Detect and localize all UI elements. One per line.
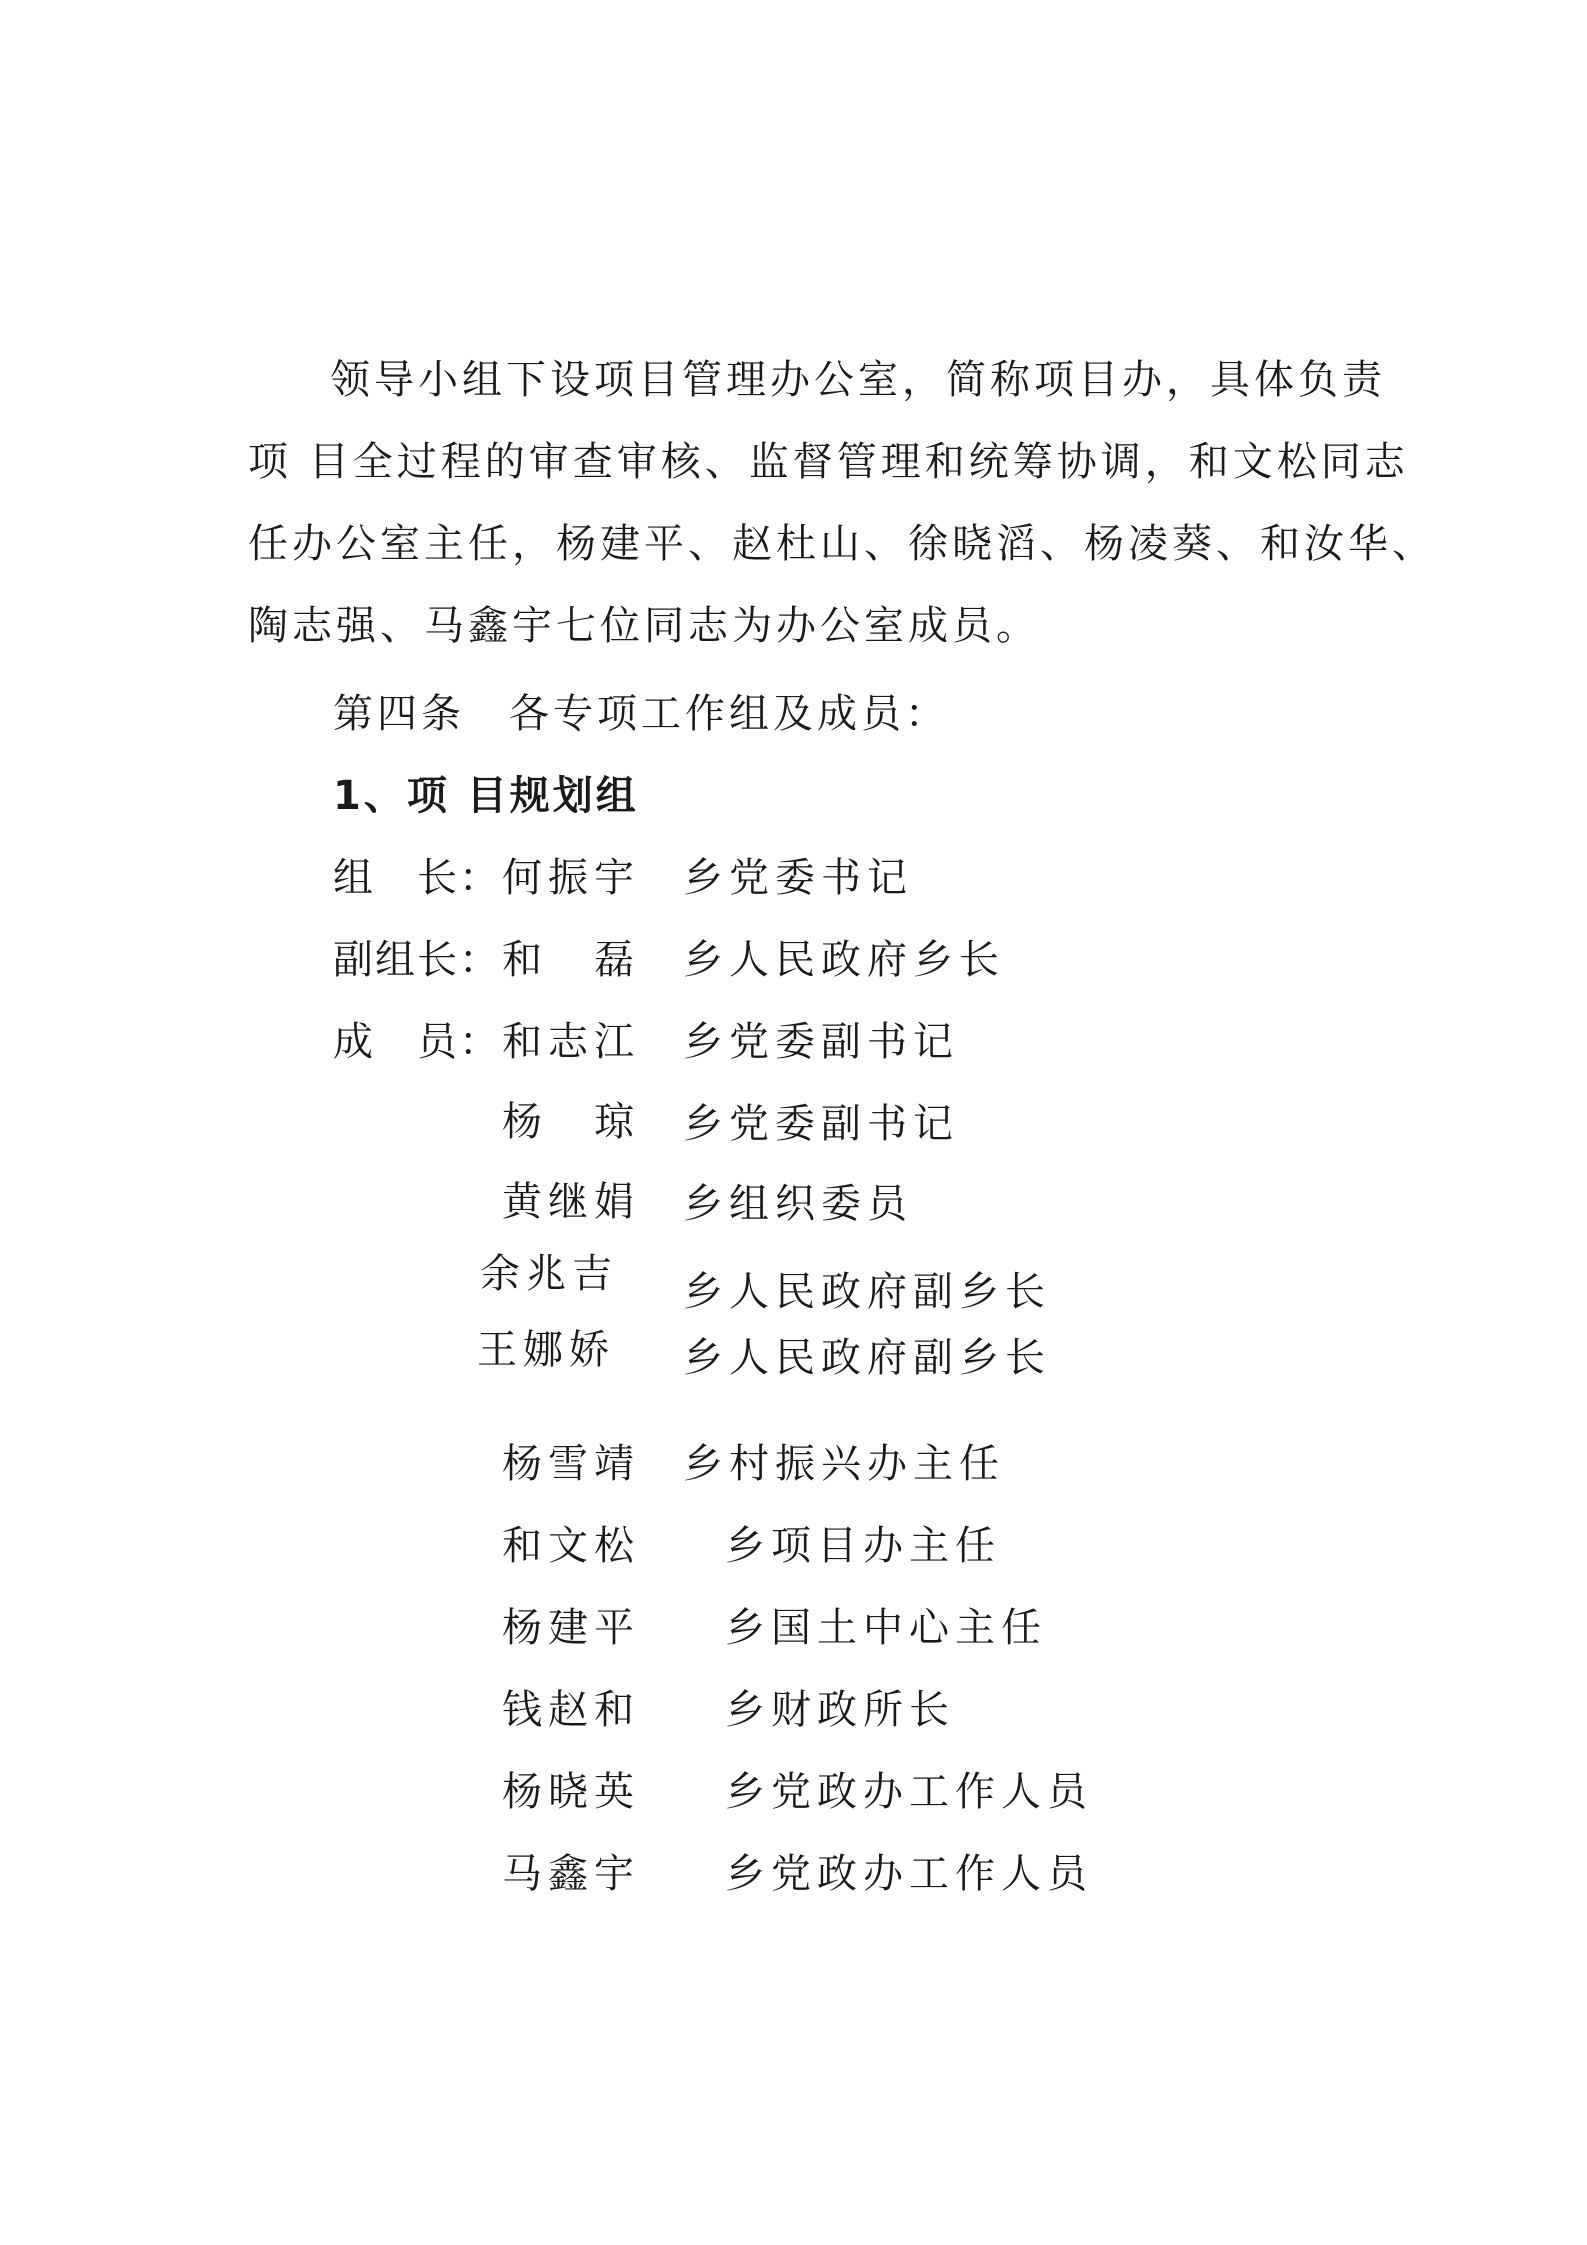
member-name: 王娜娇 [477,1327,615,1373]
member-name: 杨建平 [502,1605,640,1651]
member-name: 杨雪靖 [502,1441,640,1487]
member-title: 乡党委副书记 [683,1101,959,1147]
member-name: 和志江 [502,1019,640,1065]
member-title: 乡党政办工作人员 [725,1769,1093,1815]
member-title: 乡项目办主任 [725,1523,1001,1569]
member-name: 杨 琼 [502,1099,640,1145]
member-title: 乡财政所长 [725,1687,955,1733]
member-name: 余兆吉 [480,1251,618,1297]
role-label-members: 成 员： [333,1019,501,1065]
paragraph-line-1: 领导小组下设项目管理办公室，简称项目办，具体负责 [330,357,1386,403]
role-label-leader: 组 长： [333,855,501,901]
member-title: 乡人民政府副乡长 [683,1269,1051,1315]
group-title: 1、项 目规划组 [333,773,639,819]
member-title: 乡国土中心主任 [725,1605,1047,1651]
member-name: 杨晓英 [502,1769,640,1815]
member-name: 何振宇 [502,855,640,901]
member-name: 和文松 [502,1523,640,1569]
paragraph-line-2: 项 目全过程的审查审核、监督管理和统筹协调，和文松同志 [248,439,1409,485]
member-name: 马鑫宇 [502,1851,640,1897]
member-title: 乡党委书记 [683,855,913,901]
member-title: 乡党委副书记 [683,1019,959,1065]
member-title: 乡村振兴办主任 [683,1441,1005,1487]
paragraph-line-4: 陶志强、马鑫宇七位同志为办公室成员。 [248,603,1040,649]
member-title: 乡人民政府乡长 [683,937,1005,983]
article-heading: 第四条 各专项工作组及成员： [333,691,949,737]
member-title: 乡人民政府副乡长 [683,1335,1051,1381]
member-name: 钱赵和 [502,1687,640,1733]
role-label-deputy: 副组长： [333,937,501,983]
member-title: 乡党政办工作人员 [725,1851,1093,1897]
member-title: 乡组织委员 [683,1181,913,1227]
member-name: 和 磊 [502,937,640,983]
paragraph-line-3: 任办公室主任，杨建平、赵杜山、徐晓滔、杨凌葵、和汝华、 [248,521,1436,567]
member-name: 黄继娟 [502,1179,640,1225]
